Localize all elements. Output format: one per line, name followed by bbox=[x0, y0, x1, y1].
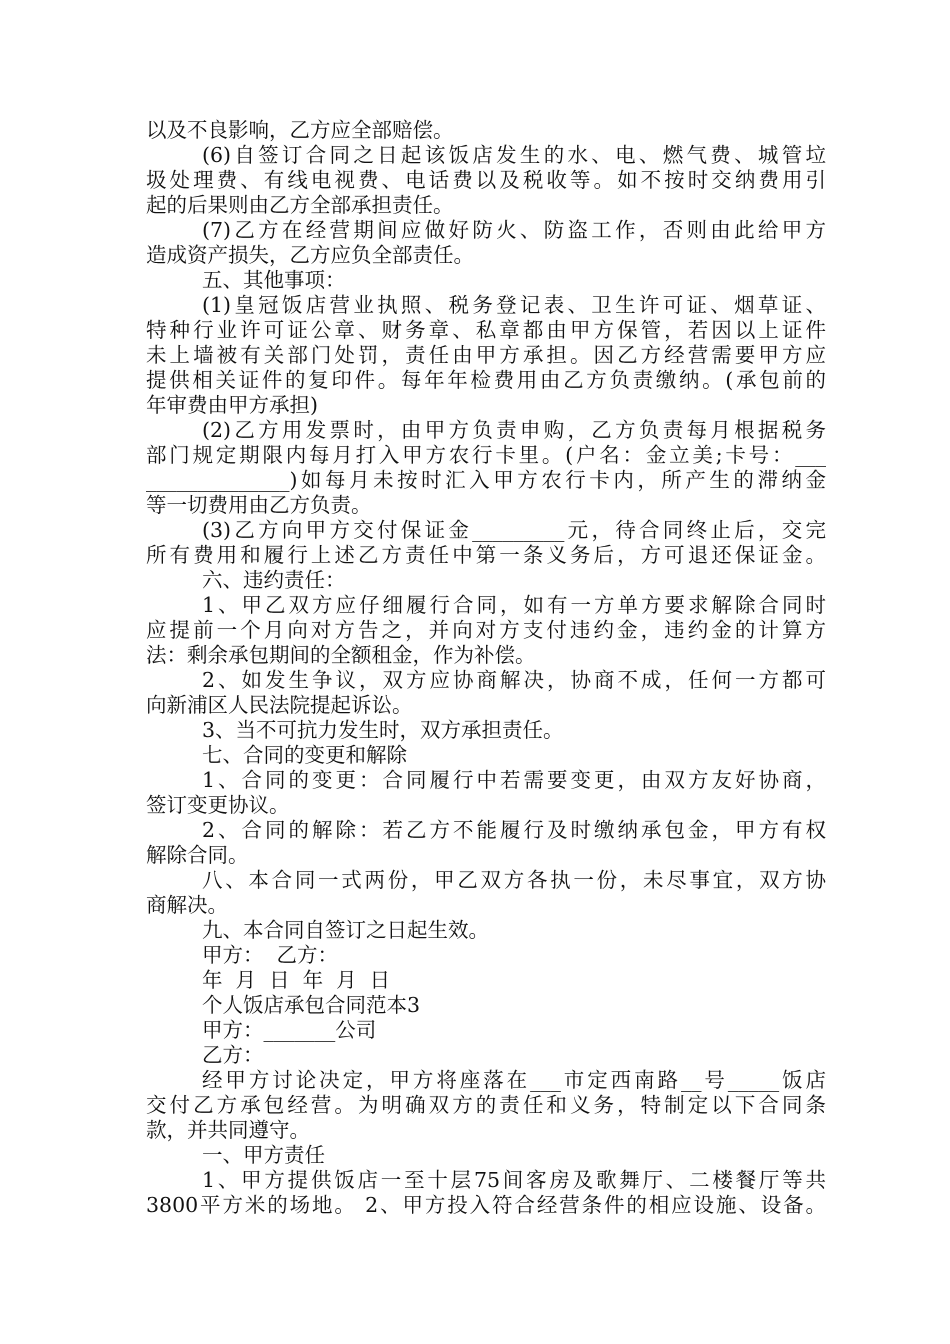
text-line: 3800平方米的场地。 2、甲方投入符合经营条件的相应设施、设备。 bbox=[146, 1193, 826, 1217]
text-line: 六、违约责任： bbox=[202, 568, 346, 592]
text-line: 圾处理费、有线电视费、电话费以及税收等。如不按时交纳费用引 bbox=[146, 168, 826, 192]
text-line: (3)乙方向甲方交付保证金_________元，待合同终止后，交完 bbox=[202, 518, 826, 542]
text-line: 个人饭店承包合同范本3 bbox=[202, 993, 421, 1017]
text-line: 法：剩余承包期间的全额租金，作为补偿。 bbox=[146, 643, 536, 667]
text-line: 经甲方讨论决定，甲方将座落在___市定西南路__号_____饭店 bbox=[202, 1068, 826, 1092]
text-line: 未上墙被有关部门处罚，责任由甲方承担。因乙方经营需要甲方应 bbox=[146, 343, 826, 367]
text-line: 甲方： 乙方： bbox=[202, 943, 339, 967]
text-line: 交付乙方承包经营。为明确双方的责任和义务，特制定以下合同条 bbox=[146, 1093, 826, 1117]
text-line: ______________)如每月未按时汇入甲方农行卡内，所产生的滞纳金 bbox=[146, 468, 826, 492]
text-line: 乙方： bbox=[202, 1043, 264, 1067]
text-line: 起的后果则由乙方全部承担责任。 bbox=[146, 193, 454, 217]
text-line: 造成资产损失，乙方应负全部责任。 bbox=[146, 243, 474, 267]
text-line: 2、合同的解除：若乙方不能履行及时缴纳承包金，甲方有权 bbox=[202, 818, 826, 842]
text-line: 应提前一个月向对方告之，并向对方支付违约金，违约金的计算方 bbox=[146, 618, 826, 642]
text-line: 2、如发生争议，双方应协商解决，协商不成，任何一方都可 bbox=[202, 668, 826, 692]
text-line: 七、合同的变更和解除 bbox=[202, 743, 407, 767]
document-body bbox=[146, 118, 826, 1218]
text-line: 八、本合同一式两份，甲乙双方各执一份，未尽事宜，双方协 bbox=[202, 868, 826, 892]
text-line: 解除合同。 bbox=[146, 843, 249, 867]
text-line: 等一切费用由乙方负责。 bbox=[146, 493, 372, 517]
text-line: (2)乙方用发票时，由甲方负责申购，乙方负责每月根据税务 bbox=[202, 418, 826, 442]
text-line: 甲方：_______公司 bbox=[202, 1018, 377, 1042]
text-line: 商解决。 bbox=[146, 893, 228, 917]
text-line: 年审费由甲方承担) bbox=[146, 393, 318, 417]
text-line: 年 月 日 年 月 日 bbox=[202, 968, 391, 992]
text-line: 一、甲方责任 bbox=[202, 1143, 325, 1167]
text-line: (7)乙方在经营期间应做好防火、防盗工作，否则由此给甲方 bbox=[202, 218, 826, 242]
text-line: 特种行业许可证公章、财务章、私章都由甲方保管，若因以上证件 bbox=[146, 318, 826, 342]
text-line: 签订变更协议。 bbox=[146, 793, 290, 817]
text-line: (6)自签订合同之日起该饭店发生的水、电、燃气费、城管垃 bbox=[202, 143, 826, 167]
text-line: 所有费用和履行上述乙方责任中第一条义务后，方可退还保证金。 bbox=[146, 543, 826, 567]
text-line: 1、甲乙双方应仔细履行合同，如有一方单方要求解除合同时 bbox=[202, 593, 826, 617]
text-line: 1、甲方提供饭店一至十层75间客房及歌舞厅、二楼餐厅等共 bbox=[202, 1168, 826, 1192]
text-line: 款，并共同遵守。 bbox=[146, 1118, 310, 1142]
text-line: 以及不良影响，乙方应全部赔偿。 bbox=[146, 118, 454, 142]
text-line: 向新浦区人民法院提起诉讼。 bbox=[146, 693, 413, 717]
text-line: 提供相关证件的复印件。每年年检费用由乙方负责缴纳。(承包前的 bbox=[146, 368, 826, 392]
text-line: 3、当不可抗力发生时，双方承担责任。 bbox=[202, 718, 564, 742]
text-line: 五、其他事项： bbox=[202, 268, 346, 292]
text-line: 九、本合同自签订之日起生效。 bbox=[202, 918, 489, 942]
text-line: 1、合同的变更：合同履行中若需要变更，由双方友好协商， bbox=[202, 768, 826, 792]
text-line: 部门规定期限内每月打入甲方农行卡里。(户名：金立美;卡号：___ bbox=[146, 443, 826, 467]
text-line: (1)皇冠饭店营业执照、税务登记表、卫生许可证、烟草证、 bbox=[202, 293, 826, 317]
